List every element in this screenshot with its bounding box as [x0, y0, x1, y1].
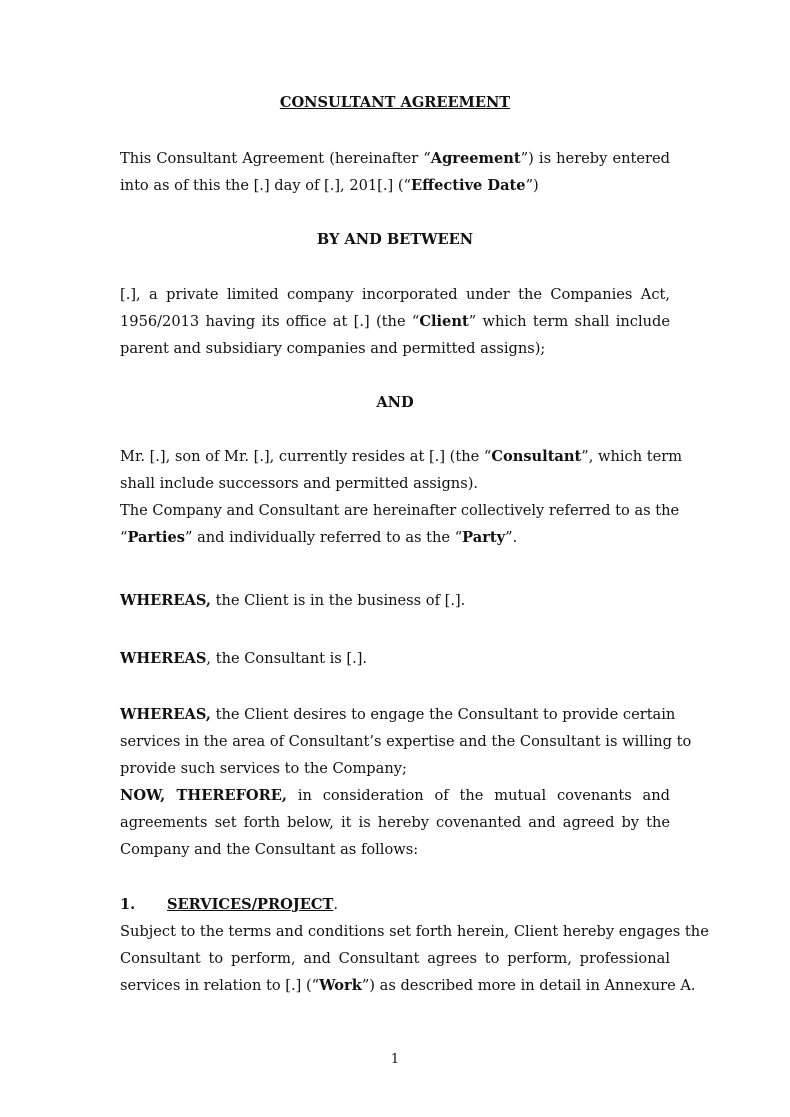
- document-title: CONSULTANT AGREEMENT: [279, 94, 511, 111]
- page-number: 1: [390, 1052, 400, 1067]
- consultant-paragraph: Mr. [.], son of Mr. [.], currently resides at [.] (the “Consultant”, which term shall include successors and permitted assigns). The Company and Consultant are hereinafter collectively referred to as the “Parties” and individually referred to as the “Party”.: [120, 448, 683, 546]
- whereas-clause-3: WHEREAS, the Client desires to engage the Consultant to provide certain services in the area of Consultant’s expertise and the Consultant is willing to provide such services to the Company;: [120, 706, 692, 777]
- whereas-clause-1: WHEREAS, the Client is in the business of [.].: [120, 592, 466, 609]
- client-paragraph: [.], a private limited company incorporated under the Companies Act, 1956/2013 having its office at [.] (the “Client” which term shall include parent and subsidiary companies and permitted assigns);: [120, 286, 670, 357]
- by-and-between-heading: BY AND BETWEEN: [316, 231, 474, 248]
- section-1-heading: 1. SERVICES/PROJECT.: [120, 896, 338, 913]
- whereas-clause-2: WHEREAS, the Consultant is [.].: [120, 650, 368, 667]
- now-therefore-clause: NOW, THEREFORE, in consideration of the mutual covenants and agreements set forth below, it is hereby covenanted and agreed by the Company and the Consultant as follows:: [120, 787, 670, 858]
- section-1: 1. SERVICES/PROJECT. Subject to the terms and conditions set forth herein, Client hereby engages the Consultant to perform, and Consultant agrees to perform, professional services in relation to [.] (“Work”) as described more in detail in Annexure A.: [120, 891, 670, 999]
- intro-paragraph: This Consultant Agreement (hereinafter “Agreement”) is hereby entered into as of this the [.] day of [.], 201[.] (“Effective Date”): [120, 150, 670, 194]
- and-heading: AND: [376, 394, 414, 411]
